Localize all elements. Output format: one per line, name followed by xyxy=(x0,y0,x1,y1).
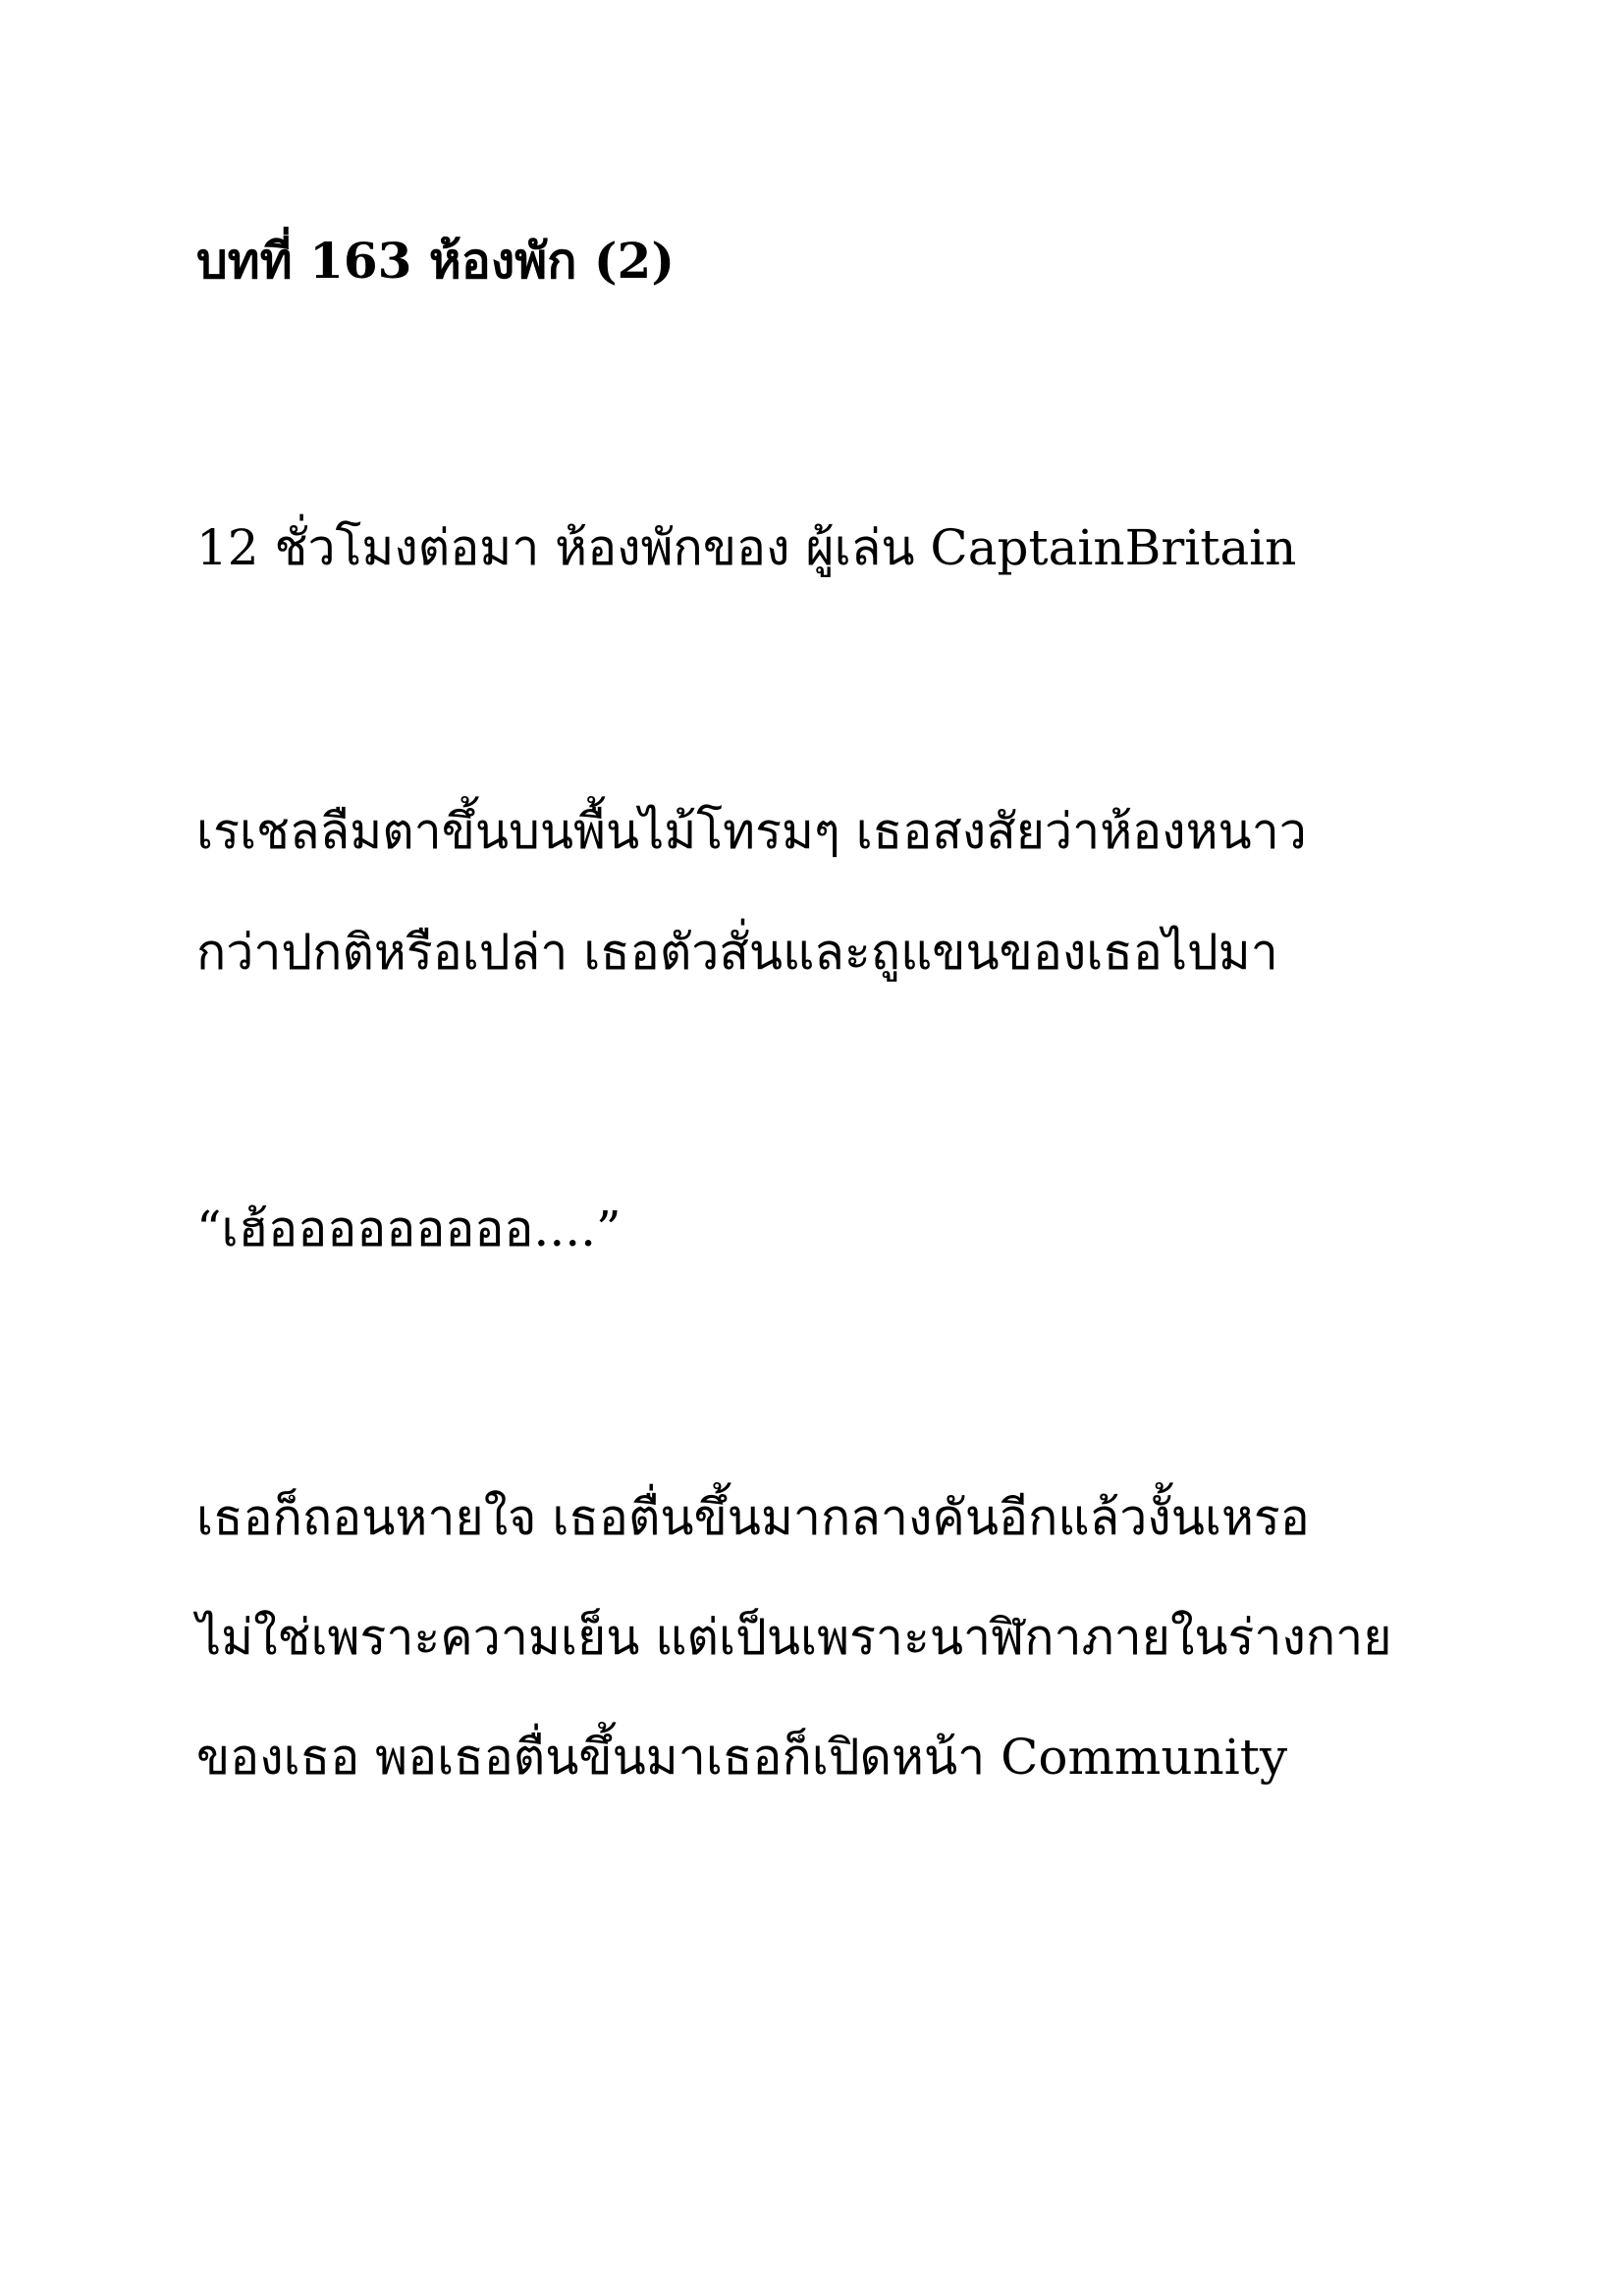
paragraph-2-line-1: เธอก็ถอนหายใจ เธอตื่นขึ้นมากลางคันอีกแล้วงั้นเหรอ xyxy=(196,1489,1310,1546)
chapter-title: บทที่ 163 ห้องพัก (2) xyxy=(196,232,675,290)
paragraph-1-line-1: เรเชลลืมตาขึ้นบนพื้นไม้โทรมๆ เธอสงสัยว่าห้องหนาว xyxy=(196,803,1307,860)
scene-time-line: 12 ชั่วโมงต่อมา ห้องพักของ ผู้เล่น CaptainBritain xyxy=(196,519,1297,576)
paragraph-2-line-3: ของเธอ พอเธอตื่นขึ้นมาเธอก็เปิดหน้า Community xyxy=(196,1729,1288,1786)
dialogue-quote: “เฮ้อออออออออ....” xyxy=(196,1201,622,1257)
paragraph-2-line-2: ไม่ใช่เพราะความเย็น แต่เป็นเพราะนาฬิกาภายในร่างกาย xyxy=(196,1609,1392,1666)
paragraph-1-line-2: กว่าปกติหรือเปล่า เธอตัวสั่นและถูแขนของเธอไปมา xyxy=(196,924,1278,981)
